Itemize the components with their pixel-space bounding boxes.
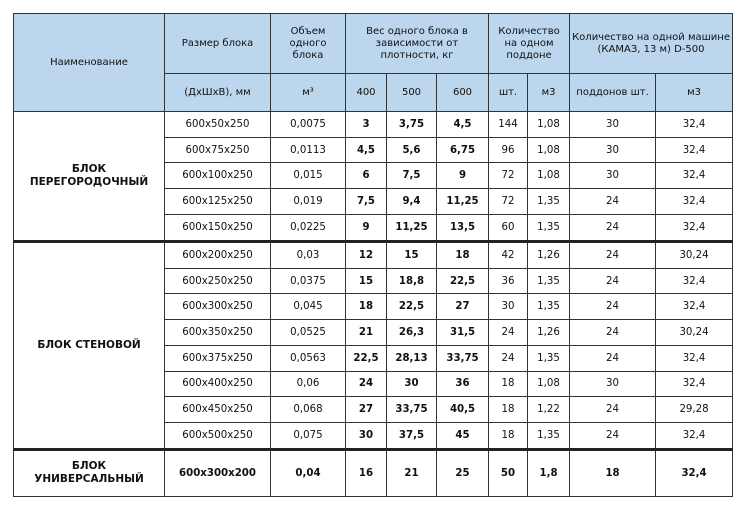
truck-m3-cell: 30,24	[656, 241, 733, 268]
pallet-m3-cell: 1,35	[528, 294, 570, 320]
weight-600-cell: 6,75	[437, 137, 489, 163]
volume-cell: 0,06	[271, 371, 346, 397]
pallet-m3-cell: 1,22	[528, 397, 570, 423]
volume-cell: 0,03	[271, 241, 346, 268]
weight-500-cell: 26,3	[387, 320, 437, 346]
volume-cell: 0,0113	[271, 137, 346, 163]
weight-600-cell: 25	[437, 449, 489, 496]
truck-m3-cell: 32,4	[656, 112, 733, 138]
table-row	[14, 112, 733, 138]
pallet-m3-cell: 1,08	[528, 163, 570, 189]
size-cell: 600x350x250	[165, 320, 271, 346]
size-cell: 600x500x250	[165, 423, 271, 450]
truck-pallets-cell: 24	[570, 294, 656, 320]
weight-600-cell: 45	[437, 423, 489, 450]
weight-400-cell: 7,5	[346, 189, 387, 215]
size-cell: 600x300x200	[165, 449, 271, 496]
weight-400-cell: 9	[346, 214, 387, 241]
size-cell: 600x375x250	[165, 345, 271, 371]
weight-600-cell: 36	[437, 371, 489, 397]
truck-pallets-cell: 24	[570, 423, 656, 450]
header-truck: Количество на одной машине (КАМАЗ, 13 м) D-500	[570, 14, 733, 74]
volume-cell: 0,075	[271, 423, 346, 450]
truck-pallets-cell: 24	[570, 214, 656, 241]
header-size-unit: (ДхШхВ), мм	[165, 74, 271, 112]
header-pallet: Количество на одном поддоне	[489, 14, 570, 74]
truck-m3-cell: 32,4	[656, 371, 733, 397]
weight-500-cell: 37,5	[387, 423, 437, 450]
pallet-m3-cell: 1,35	[528, 189, 570, 215]
weight-500-cell: 7,5	[387, 163, 437, 189]
truck-m3-cell: 30,24	[656, 320, 733, 346]
header-name: Наименование	[14, 14, 165, 112]
truck-pallets-cell: 30	[570, 112, 656, 138]
weight-600-cell: 11,25	[437, 189, 489, 215]
header-volume-unit: м³	[271, 74, 346, 112]
truck-pallets-cell: 30	[570, 163, 656, 189]
header-pallet-m3: м3	[528, 74, 570, 112]
weight-600-cell: 9	[437, 163, 489, 189]
truck-pallets-cell: 18	[570, 449, 656, 496]
weight-500-cell: 30	[387, 371, 437, 397]
truck-m3-cell: 32,4	[656, 268, 733, 294]
pallet-pcs-cell: 18	[489, 371, 528, 397]
weight-600-cell: 31,5	[437, 320, 489, 346]
truck-m3-cell: 29,28	[656, 397, 733, 423]
truck-m3-cell: 32,4	[656, 214, 733, 241]
pallet-pcs-cell: 72	[489, 163, 528, 189]
volume-cell: 0,045	[271, 294, 346, 320]
truck-pallets-cell: 30	[570, 137, 656, 163]
pallet-m3-cell: 1,35	[528, 345, 570, 371]
weight-500-cell: 33,75	[387, 397, 437, 423]
weight-400-cell: 12	[346, 241, 387, 268]
weight-500-cell: 3,75	[387, 112, 437, 138]
volume-cell: 0,0563	[271, 345, 346, 371]
truck-m3-cell: 32,4	[656, 137, 733, 163]
pallet-pcs-cell: 30	[489, 294, 528, 320]
weight-500-cell: 5,6	[387, 137, 437, 163]
weight-400-cell: 18	[346, 294, 387, 320]
header-density-400: 400	[346, 74, 387, 112]
truck-m3-cell: 32,4	[656, 345, 733, 371]
weight-400-cell: 30	[346, 423, 387, 450]
weight-600-cell: 4,5	[437, 112, 489, 138]
size-cell: 600x400x250	[165, 371, 271, 397]
truck-pallets-cell: 30	[570, 371, 656, 397]
header-volume: Объем одного блока	[271, 14, 346, 74]
size-cell: 600x50x250	[165, 112, 271, 138]
truck-pallets-cell: 24	[570, 320, 656, 346]
weight-500-cell: 15	[387, 241, 437, 268]
size-cell: 600x450x250	[165, 397, 271, 423]
weight-400-cell: 16	[346, 449, 387, 496]
pallet-pcs-cell: 60	[489, 214, 528, 241]
pallet-pcs-cell: 36	[489, 268, 528, 294]
header-pallet-pcs: шт.	[489, 74, 528, 112]
volume-cell: 0,0075	[271, 112, 346, 138]
header-size: Размер блока	[165, 14, 271, 74]
pallet-m3-cell: 1,26	[528, 320, 570, 346]
weight-400-cell: 21	[346, 320, 387, 346]
weight-600-cell: 22,5	[437, 268, 489, 294]
weight-500-cell: 21	[387, 449, 437, 496]
size-cell: 600x75x250	[165, 137, 271, 163]
pallet-pcs-cell: 18	[489, 423, 528, 450]
header-truck-pallets: поддонов шт.	[570, 74, 656, 112]
volume-cell: 0,0525	[271, 320, 346, 346]
weight-600-cell: 13,5	[437, 214, 489, 241]
size-cell: 600x200x250	[165, 241, 271, 268]
weight-600-cell: 18	[437, 241, 489, 268]
weight-500-cell: 18,8	[387, 268, 437, 294]
truck-pallets-cell: 24	[570, 189, 656, 215]
pallet-m3-cell: 1,35	[528, 268, 570, 294]
truck-m3-cell: 32,4	[656, 163, 733, 189]
truck-m3-cell: 32,4	[656, 449, 733, 496]
header-density-500: 500	[387, 74, 437, 112]
weight-400-cell: 15	[346, 268, 387, 294]
pallet-m3-cell: 1,26	[528, 241, 570, 268]
weight-400-cell: 4,5	[346, 137, 387, 163]
weight-400-cell: 3	[346, 112, 387, 138]
pallet-pcs-cell: 50	[489, 449, 528, 496]
pallet-pcs-cell: 24	[489, 345, 528, 371]
pallet-pcs-cell: 24	[489, 320, 528, 346]
table-row	[14, 449, 733, 496]
weight-600-cell: 40,5	[437, 397, 489, 423]
size-cell: 600x125x250	[165, 189, 271, 215]
volume-cell: 0,0375	[271, 268, 346, 294]
truck-pallets-cell: 24	[570, 345, 656, 371]
truck-m3-cell: 32,4	[656, 294, 733, 320]
pallet-m3-cell: 1,35	[528, 214, 570, 241]
truck-m3-cell: 32,4	[656, 423, 733, 450]
weight-400-cell: 27	[346, 397, 387, 423]
pallet-pcs-cell: 42	[489, 241, 528, 268]
pallet-pcs-cell: 96	[489, 137, 528, 163]
weight-500-cell: 11,25	[387, 214, 437, 241]
group-name: БЛОК УНИВЕРСАЛЬНЫЙ	[14, 449, 165, 496]
volume-cell: 0,068	[271, 397, 346, 423]
size-cell: 600x100x250	[165, 163, 271, 189]
pallet-m3-cell: 1,8	[528, 449, 570, 496]
weight-400-cell: 24	[346, 371, 387, 397]
truck-pallets-cell: 24	[570, 268, 656, 294]
weight-400-cell: 6	[346, 163, 387, 189]
size-cell: 600x150x250	[165, 214, 271, 241]
table-row	[14, 241, 733, 268]
pallet-pcs-cell: 144	[489, 112, 528, 138]
size-cell: 600x300x250	[165, 294, 271, 320]
size-cell: 600x250x250	[165, 268, 271, 294]
group-name: БЛОК ПЕРЕГОРОДОЧНЫЙ	[14, 112, 165, 242]
table-body	[14, 112, 733, 497]
weight-600-cell: 33,75	[437, 345, 489, 371]
truck-pallets-cell: 24	[570, 241, 656, 268]
pallet-pcs-cell: 72	[489, 189, 528, 215]
group-name: БЛОК СТЕНОВОЙ	[14, 241, 165, 449]
header-density-600: 600	[437, 74, 489, 112]
pallet-m3-cell: 1,08	[528, 371, 570, 397]
pallet-m3-cell: 1,08	[528, 112, 570, 138]
weight-600-cell: 27	[437, 294, 489, 320]
weight-500-cell: 22,5	[387, 294, 437, 320]
volume-cell: 0,015	[271, 163, 346, 189]
pallet-m3-cell: 1,35	[528, 423, 570, 450]
truck-m3-cell: 32,4	[656, 189, 733, 215]
weight-500-cell: 9,4	[387, 189, 437, 215]
weight-500-cell: 28,13	[387, 345, 437, 371]
header-weight: Вес одного блока в зависимости от плотности, кг	[346, 14, 489, 74]
volume-cell: 0,0225	[271, 214, 346, 241]
volume-cell: 0,019	[271, 189, 346, 215]
header-truck-m3: м3	[656, 74, 733, 112]
volume-cell: 0,04	[271, 449, 346, 496]
block-spec-table	[13, 13, 733, 497]
truck-pallets-cell: 24	[570, 397, 656, 423]
pallet-m3-cell: 1,08	[528, 137, 570, 163]
pallet-pcs-cell: 18	[489, 397, 528, 423]
weight-400-cell: 22,5	[346, 345, 387, 371]
